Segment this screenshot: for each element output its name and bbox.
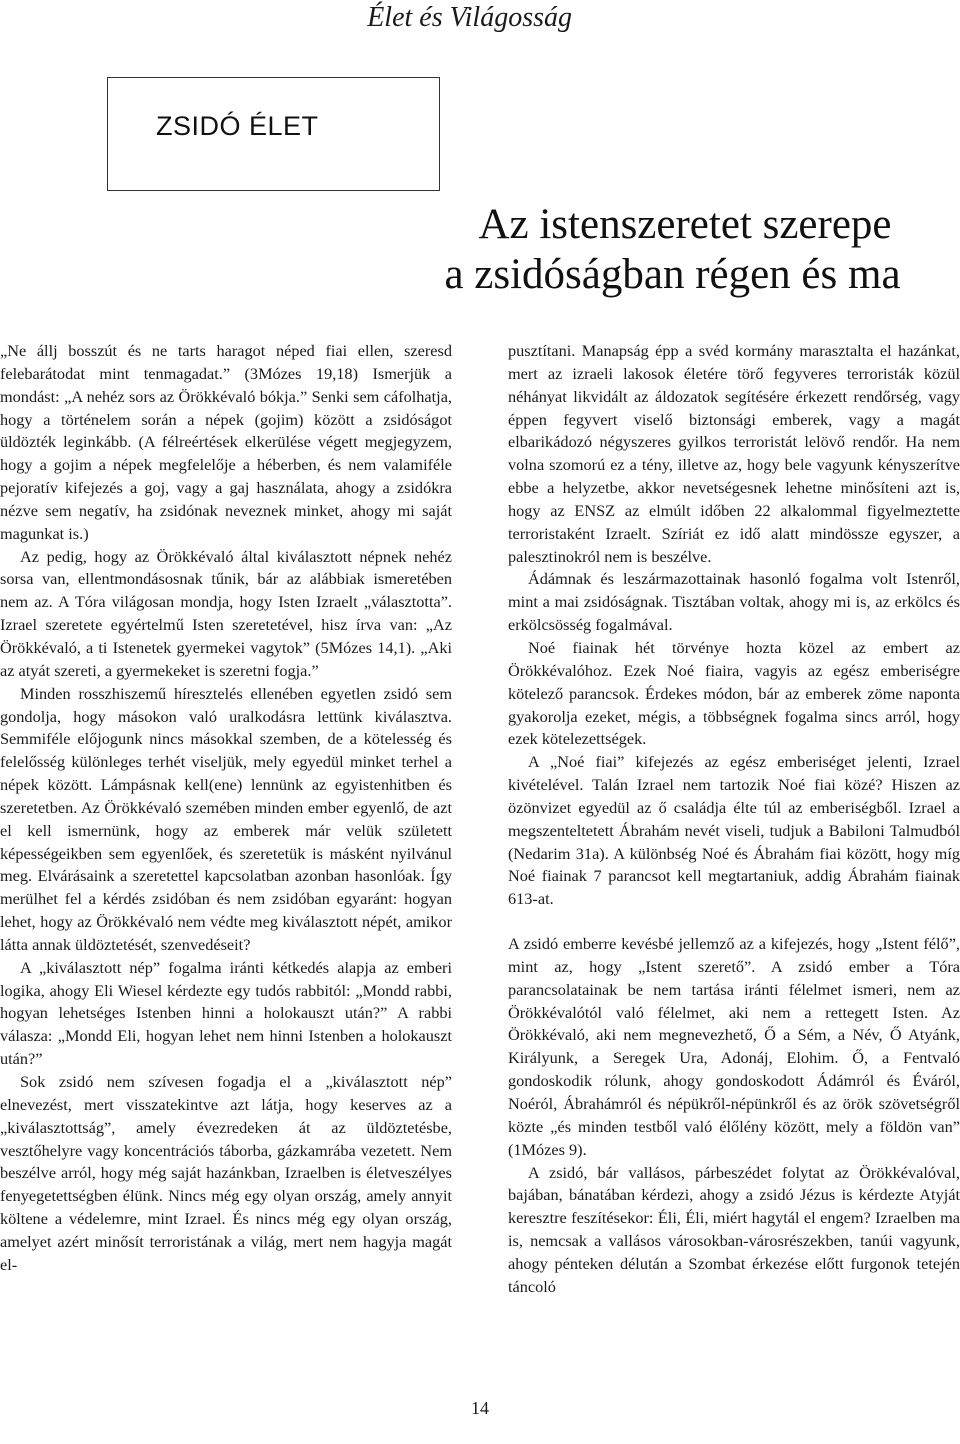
paragraph: Minden rosszhiszemű híresztelés ellenében egyetlen zsidó sem gondolja, hogy másokon való uralkodásra lettünk kiválasztva. Semmiféle előjogunk nincs másokkal szemben, de a kötelesség és felelősség különleges terhét viseljük, mely egyedül minket terhel a népek között. Lámpásnak kell(ene) lennünk az egyistenhitben és szeretetben. Az Örökkévaló szemében minden ember egyenlő, de azt el kell ismernünk, hogy az emberek már velük született képességeikben sem egyenlőek, és szeretetük is másként nyilvánul meg. Elvárásaink a szeretettel kapcsolatban azonban hasonlóak. Így merülhet fel a kérdés zsidóban és nem zsidóban egyaránt: hogyan lehet, hogy az Örökkévaló nem védte meg kiválasztott népét, amikor látta annak üldöztetését, szenvedéseit? bbox=[0, 683, 452, 954]
paragraph: A „kiválasztott nép” fogalma iránti kétkedés alapja az emberi logika, ahogy Eli Wiesel kérdezte egy tudós rabbitól: „Mondd rabbi, hogyan lehetséges Istenben hinni a holokauszt után?” A rabbi válasza: „Mondd Eli, hogyan lehet nem hinni Istenben a holokauszt után?” bbox=[0, 957, 452, 1069]
right-column bbox=[508, 340, 960, 1299]
section-label: ZSIDÓ ÉLET bbox=[156, 111, 319, 141]
section-box bbox=[107, 77, 440, 191]
paragraph: A zsidó, bár vallásos, párbeszédet folytat az Örökkévalóval, bajában, bánatában kérdezi, ahogy a zsidó Jézus is kérdezte Atyját keresztre feszítésekor: Éli, Éli, miért hagytál el engem? Izraelben ma is, nemcsak a vallásos városokban-városrészekben, tanúi vagyunk, ahogy pénteken délután a Szombat érkezése előtt furgonok tetején táncoló bbox=[508, 1162, 960, 1296]
paragraph: A „Noé fiai” kifejezés az egész emberiséget jelenti, Izrael kivételével. Talán Izrael nem tartozik Noé fiai közé? Hiszen az özönvizet egyedül az ő családja élte túl az emberiségből. Izrael a megszenteltetett Ábrahám nevét viseli, tudjuk a Babiloni Talmudból (Nedarim 31a). A különbség Noé és Ábrahám fiai között, hogy míg Noé fiainak 7 parancsot kell megtartaniuk, addig Ábrahám fiainak 613-at. bbox=[508, 752, 960, 909]
paragraph: Ádámnak és leszármazottainak hasonló fogalma volt Istenről, mint a mai zsidóságnak. Tisztában voltak, ahogy mi is, az erkölcs és erkölcsösség fogalmával. bbox=[508, 569, 960, 635]
headline-line-1: Az istenszeretet szerepe bbox=[478, 201, 892, 248]
paragraph: Noé fiainak hét törvénye hozta közel az embert az Örökkévalóhoz. Ezek Noé fiaira, vagyis az egész emberiségre kötelező parancsok. Érdekes módon, bár az emberek zöme naponta gyakorolja ezeket, mégis, a többségnek fogalma sincs arról, hogy ezek kötelezettségek. bbox=[508, 637, 960, 749]
paragraph: „Ne állj bosszút és ne tarts haragot néped fiai ellen, szeresd felebarátodat mint tenmagadat.” (3Mózes 19,18) Ismerjük a mondást: „A nehéz sors az Örökkévaló bókja.” Senki sem cáfolhatja, hogy a történelem során a népek (gojim) között a zsidóságot üldözték leginkább. (A félreértések elkerülése végett megjegyzem, hogy a gojim a népek megfelelője a héberben, és nem valamiféle pejoratív kifejezés a goj, vagy a gaj használata, ahogy a zsidókra nézve sem negatív, ha zsidónak neveznek minket, ahogy mi saját magunkat is.) bbox=[0, 341, 452, 543]
running-head: Élet és Világosság bbox=[367, 2, 572, 33]
page-number: 14 bbox=[471, 1398, 489, 1418]
paragraph: pusztítani. Manapság épp a svéd kormány marasztalta el hazánkat, mert az izraeli lakosok életére törő fegyveres terroristák közül néhányat likvidált az áldozatok segítésére érkezett rendőrség, vagy éppen fegyvert viselő biztonsági emberek, vagy a magát elbarikádozó négyszeres gyilkos terroristát lelövő rendőr. Ha nem volna szomorú ez a tény, illetve az, hogy bele vagyunk kényszerítve ebbe a helyzetbe, akkor nevetségesnek lehetne minősíteni azt is, hogy az ENSZ az elmúlt időben 22 alkalommal figyelmeztette terroristaként Izraelt. Szíriát ez idő alatt mindössze egyszer, a palesztinokról nem is beszélve. bbox=[508, 341, 960, 566]
left-column bbox=[0, 340, 452, 1277]
headline-line-2: a zsidóságban régen és ma bbox=[444, 251, 901, 298]
paragraph: Az pedig, hogy az Örökkévaló által kiválasztott népnek nehéz sorsa van, ellentmondásosnak tűnik, bár az alábbiak ismeretében nem az. A Tóra világosan mondja, hogy Isten Izraelt „választotta”. Izrael szeretete egyértelmű Isten szeretetével, hisz írva van: „Az Örökkévaló, a ti Istenetek gyermekei vagytok” (5Mózes 14,1). „Aki az atyát szereti, a gyermekeket is szeretni fogja.” bbox=[0, 546, 452, 680]
paragraph: Sok zsidó nem szívesen fogadja el a „kiválasztott nép” elnevezést, mert visszatekintve azt látja, hogy keserves az a „kiválasztottság”, amely évezredeken át az üldöztetésbe, vesztőhelyre vagy koncentrációs táborba, gázkamrába vezetett. Nem beszélve arról, hogy még saját hazánkban, Izraelben is életveszélyes fenyegetettségben élünk. Nincs még egy olyan ország, amely annyit költene a védelemre, mint Izrael. És nincs még egy olyan ország, amelyet azért minősít terroristának a világ, mert nem hagyja magát el- bbox=[0, 1072, 452, 1274]
paragraph: A zsidó emberre kevésbé jellemző az a kifejezés, hogy „Istent félő”, mint az, hogy „Istent szerető”. A zsidó ember a Tóra parancsolatainak be nem tartása iránti félelmet ismeri, nem az Örökkévalótól való félelmet, aki nem a rettegett Isten. Az Örökkévaló, aki nem megnevezhető, Ő a Sém, a Név, Ő Atyánk, Királyunk, a Seregek Ura, Adonáj, Elohim. Ő, a Fentvaló gondoskodik rólunk, ahogy gondoskodott Ádámról és Éváról, Noéról, Ábrahámról és népükről-népünkről és az örök szövetségről közte „és minden testből való élőlény között, mely a földön van” (1Mózes 9). bbox=[508, 934, 960, 1159]
